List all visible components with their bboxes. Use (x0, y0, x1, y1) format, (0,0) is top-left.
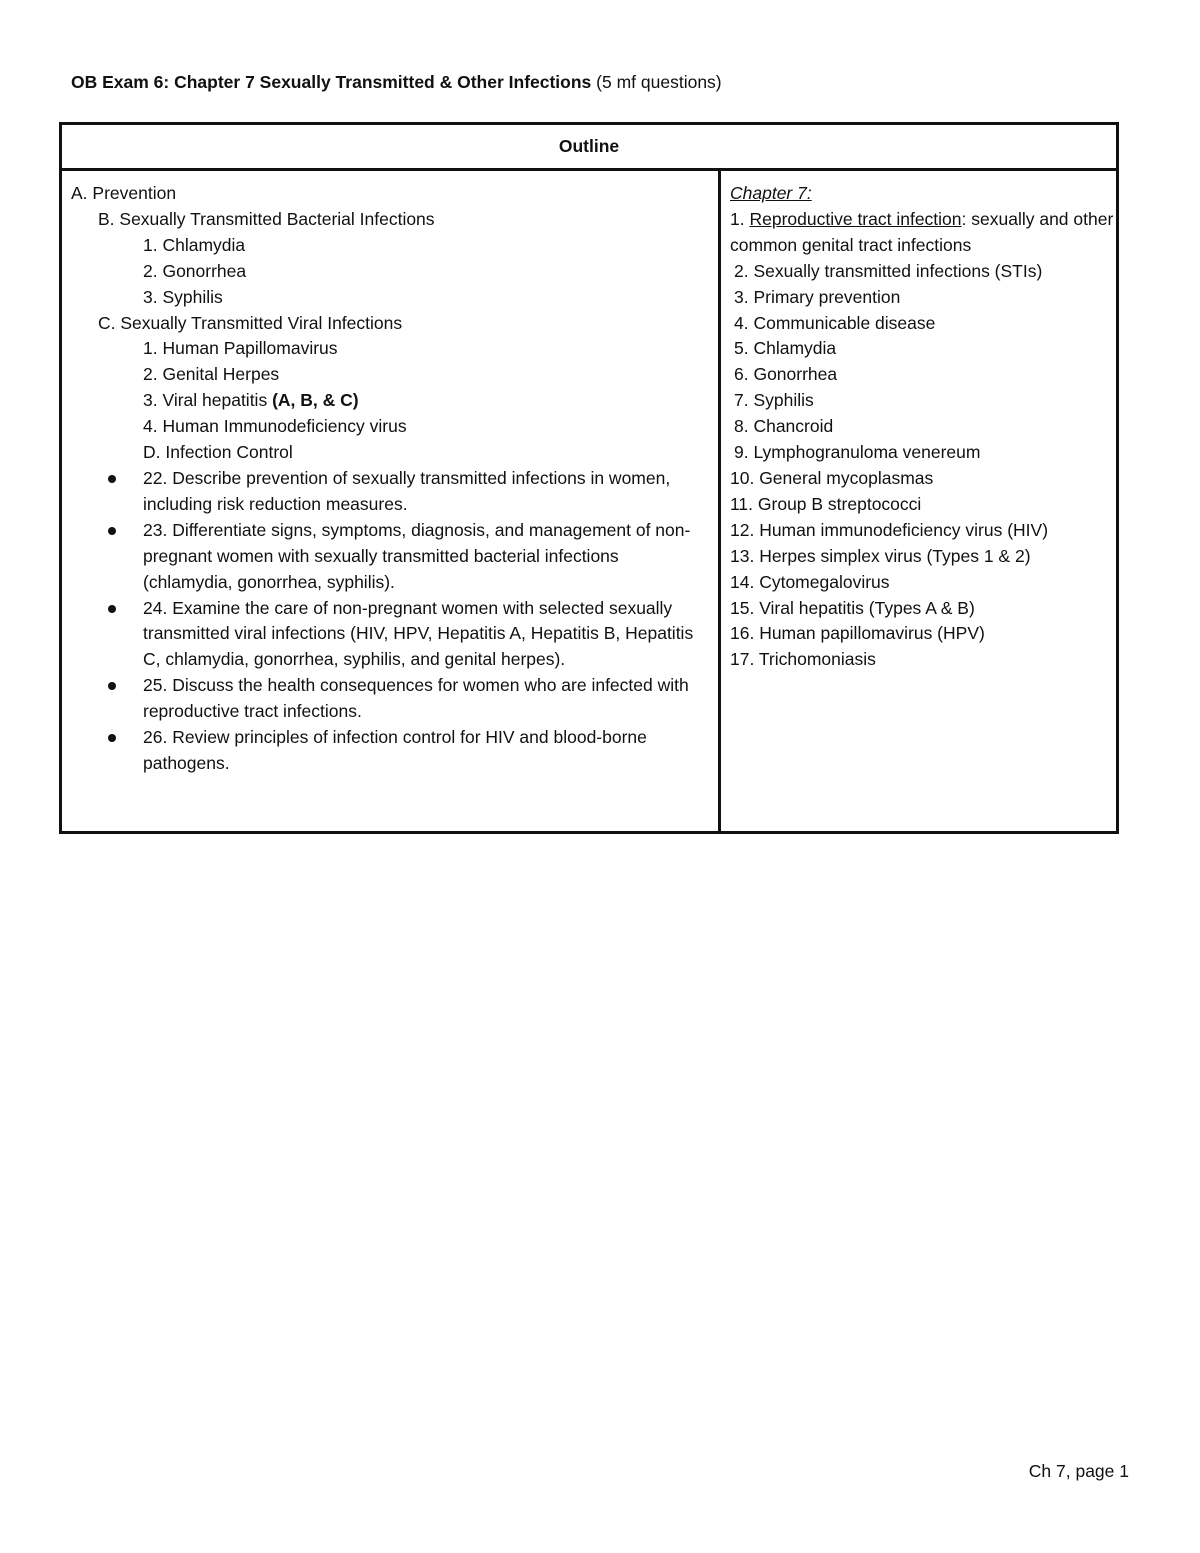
term-item: 17. Trichomoniasis (730, 649, 876, 670)
outline-subitem: 2. Genital Herpes (143, 364, 280, 385)
bullet-icon (71, 725, 143, 777)
bullet-icon (71, 518, 143, 596)
outline-header: Outline (62, 125, 1116, 171)
hepatitis-types: (A, B, & C) (272, 390, 359, 411)
term-item: 4. Communicable disease (734, 312, 936, 333)
outline-subitem-hepatitis (71, 388, 711, 414)
objective-text: 26. Review principles of infection control for HIV and blood-borne pathogens. (143, 727, 647, 773)
objective-text: 23. Differentiate signs, symptoms, diagnosis, and management of non-pregnant women with sexually transmitted bacterial infections (chlamydia, gonorrhea, syphilis). (143, 519, 691, 592)
page-footer: Ch 7, page 1 (1028, 1461, 1129, 1481)
term-item: 5. Chlamydia (734, 338, 837, 359)
objective-text: 22. Describe prevention of sexually transmitted infections in women, including risk reduction measures. (143, 467, 671, 514)
term-item: 14. Cytomegalovirus (730, 571, 890, 592)
outline-left-cell (71, 181, 711, 777)
objective-list-item (71, 596, 711, 674)
outline-right-cell (730, 181, 1115, 673)
outline-subitem: 2. Gonorrhea (143, 260, 247, 281)
hepatitis-label: 3. Viral hepatitis (143, 390, 273, 411)
column-divider (718, 171, 721, 831)
objective-list-item (71, 518, 711, 596)
bullet-icon (71, 596, 143, 674)
outline-subitem: 1. Chlamydia (143, 234, 246, 255)
term-item: 2. Sexually transmitted infections (STIs) (734, 260, 1043, 281)
outline-subitem: 1. Human Papillomavirus (143, 338, 338, 359)
objective-text: 24. Examine the care of non-pregnant women with selected sexually transmitted viral infections (HIV, HPV, Hepatitis A, Hepatitis B, Hepatitis C, chlamydia, gonorrhea, syphilis, and genital herpes). (143, 597, 694, 670)
term-item: 11. Group B streptococci (730, 493, 922, 514)
title-bold: OB Exam 6: Chapter 7 Sexually Transmitted & Other Infections (71, 72, 592, 92)
outline-subitem: 3. Syphilis (143, 286, 223, 307)
chapter-heading: Chapter 7: (730, 183, 812, 203)
objective-list-item (71, 673, 711, 725)
outline-item-c: C. Sexually Transmitted Viral Infections (98, 312, 403, 333)
term-item: 15. Viral hepatitis (Types A & B) (730, 597, 975, 618)
outline-item-a: A. Prevention (71, 183, 177, 203)
term-item: 13. Herpes simplex virus (Types 1 & 2) (730, 545, 1031, 566)
term-item: 10. General mycoplasmas (730, 467, 934, 488)
term-item: 8. Chancroid (734, 416, 834, 437)
term-item: 9. Lymphogranuloma venereum (734, 442, 981, 463)
term-definition: : sexually and other common genital tract infections (730, 208, 1114, 255)
bullet-icon (71, 466, 143, 518)
outline-item-d: D. Infection Control (143, 442, 293, 463)
objective-list-item (71, 466, 711, 518)
title-note: (5 mf questions) (591, 72, 722, 92)
term-item: 3. Primary prevention (734, 286, 901, 307)
objective-list-item (71, 725, 711, 777)
term-item: 16. Human papillomavirus (HPV) (730, 623, 985, 644)
objective-text: 25. Discuss the health consequences for women who are infected with reproductive tract infections. (143, 675, 689, 722)
outline-item-b: B. Sexually Transmitted Bacterial Infections (98, 208, 435, 229)
term-item: 12. Human immunodeficiency virus (HIV) (730, 519, 1049, 540)
term-item: 7. Syphilis (734, 390, 814, 411)
outline-table (59, 122, 1119, 834)
term-highlight: Reproductive tract infection (749, 208, 962, 229)
term-item-1 (730, 207, 1115, 259)
term-number: 1. (730, 208, 750, 229)
document-title (71, 71, 722, 93)
term-item: 6. Gonorrhea (734, 364, 838, 385)
bullet-icon (71, 673, 143, 725)
outline-subitem: 4. Human Immunodeficiency virus (143, 416, 407, 437)
